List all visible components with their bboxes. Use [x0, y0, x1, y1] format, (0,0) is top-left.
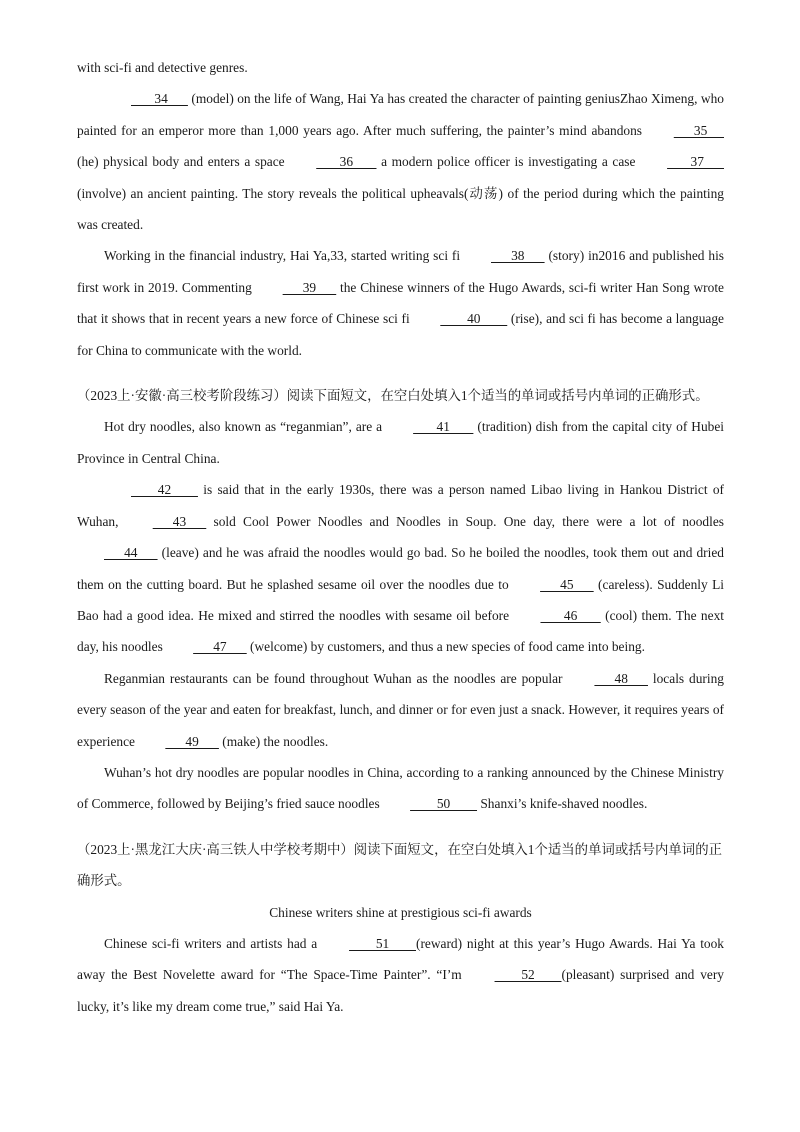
paragraph-s2-p2: [77, 474, 724, 662]
paragraph-p1: [77, 83, 724, 240]
passage-text: (pleasant) surprised and very lucky, it’s like my dream come true,” said Hai Ya.: [77, 967, 724, 1014]
passage-text: sold Cool Power Noodles and Noodles in Soup. One day, there were a lot of noodles: [206, 513, 725, 529]
answer-blank[interactable]: 41: [413, 419, 474, 435]
paragraph-s2-p4: [77, 757, 724, 820]
passage-text: Working in the financial industry, Hai Ya,33, started writing sci fi: [104, 248, 465, 264]
paragraph-p2: [77, 240, 724, 366]
answer-blank[interactable]: 47: [193, 639, 247, 655]
answer-blank[interactable]: 50: [410, 796, 478, 812]
passage-text: Chinese sci-fi writers and artists had a: [104, 935, 323, 951]
answer-blank[interactable]: 42: [131, 482, 198, 498]
answer-blank[interactable]: 35: [673, 122, 724, 138]
answer-blank[interactable]: 46: [540, 607, 601, 623]
section-heading-3: （2023上·黑龙江大庆·高三铁人中学校考期中）阅读下面短文，在空白处填入1个适当的单词或括号内单词的正确形式。: [77, 841, 722, 889]
answer-blank[interactable]: 45: [540, 576, 594, 592]
passage-text: (model) on the life of Wang, Hai Ya has created the character of painting geniusZhao Ximeng, who painted for an emperor more than 1,000 years ago. After much suffering, the painter’s mind abandons: [77, 91, 724, 138]
paragraph-s2-p1: [77, 411, 724, 474]
passage-text: (welcome) by customers, and thus a new species of food came into being.: [246, 639, 645, 655]
passage-text: (story) in2016 and published his first work in 2019. Commenting: [77, 248, 724, 295]
passage-text: (rise), and sci fi has become a language for China to communicate with the world.: [77, 311, 724, 358]
answer-blank[interactable]: 34: [131, 91, 188, 107]
answer-blank[interactable]: 51: [349, 935, 416, 951]
document-page: [77, 52, 724, 1022]
passage-text: Reganmian restaurants can be found throughout Wuhan as the noodles are popular: [104, 670, 568, 686]
answer-blank[interactable]: 39: [282, 279, 337, 295]
passage-text: locals during every season of the year and eaten for breakfast, lunch, and dinner or for even just a snack. However, it requires years of experience: [77, 670, 724, 749]
answer-blank[interactable]: 43: [152, 513, 207, 529]
answer-blank[interactable]: 37: [667, 154, 724, 170]
passage-text: (leave) and he was afraid the noodles would go bad. So he boiled the noodles, took them out and dried them on the cutting board. But he splashed sesame oil over the noodles due to: [77, 545, 724, 592]
paragraph-p0: with sci-fi and detective genres.: [77, 60, 248, 75]
passage-text: Wuhan’s hot dry noodles are popular noodles in China, according to a ranking announced by the Chinese Ministry of Commerce, followed by Beijing’s fried sauce noodles: [77, 764, 724, 812]
paragraph-s2-p3: [77, 663, 724, 757]
answer-blank[interactable]: 48: [594, 670, 648, 686]
passage-text: (he) physical body and enters a space: [77, 154, 290, 170]
passage-text: (tradition) dish from the capital city of Hubei Province in Central China.: [77, 419, 724, 466]
passage-text: Hot dry noodles, also known as “reganmian”, are a: [104, 419, 387, 435]
passage-text: (reward) night at this year’s Hugo Awards. Hai Ya took away the Best Novelette award for “The Space-Time Painter”. “I’m: [77, 935, 724, 983]
section-heading-2: （2023上·安徽·高三校考阶段练习）阅读下面短文，在空白处填入1个适当的单词或括号内单词的正确形式。: [77, 388, 709, 404]
passage-text: (careless). Suddenly Li Bao had a good idea. He mixed and stirred the noodles with sesame oil before: [77, 576, 725, 623]
passage-text: a modern police officer is investigating a case: [376, 154, 641, 170]
answer-blank[interactable]: 49: [165, 733, 219, 749]
passage-text: (involve) an ancient painting. The story reveals the political upheavals(动荡) of the period during which the painting was created.: [77, 185, 724, 233]
answer-blank[interactable]: 44: [104, 545, 158, 561]
passage-text: Shanxi’s knife-shaved noodles.: [477, 796, 648, 812]
answer-blank[interactable]: 36: [316, 154, 377, 170]
passage-text: (make) the noodles.: [218, 733, 329, 749]
passage-text: the Chinese winners of the Hugo Awards, sci-fi writer Han Song wrote that it shows that in recent years a new force of Chinese sci fi: [77, 279, 724, 327]
passage-text: is said that in the early 1930s, there was a person named Libao living in Hankou District of Wuhan,: [77, 482, 724, 529]
passage-title: Chinese writers shine at prestigious sci-fi awards: [269, 904, 532, 920]
passage-text: (cool) them. The next day, his noodles: [77, 607, 724, 655]
answer-blank[interactable]: 40: [440, 311, 508, 327]
answer-blank[interactable]: 52: [494, 967, 562, 983]
answer-blank[interactable]: 38: [491, 248, 545, 264]
paragraph-s3-p1: [77, 928, 724, 1022]
